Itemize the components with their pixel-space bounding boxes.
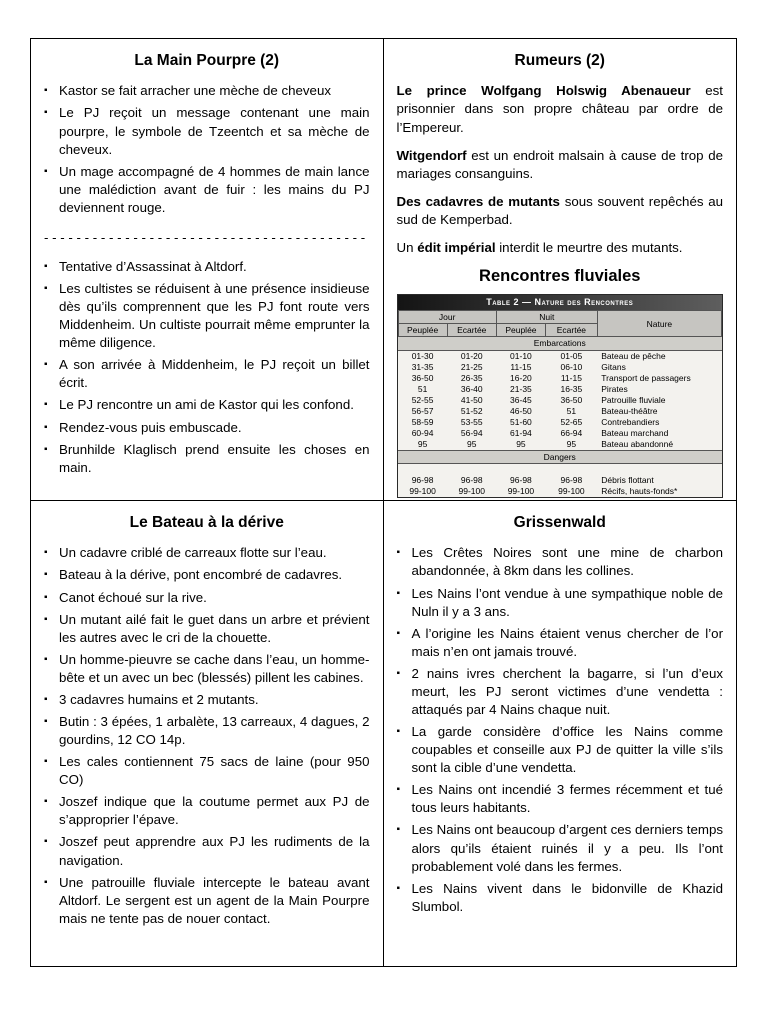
encounters-table-title: Table 2 — Nature des Rencontres (398, 295, 723, 310)
bullet-marker: ▪ (44, 359, 48, 371)
column-header: Ecartée (546, 324, 598, 337)
encounters-grid (398, 310, 723, 497)
rumor-paragraph (397, 193, 724, 229)
bullet-marker: ▪ (44, 547, 48, 559)
nature-cell: Bateau abandonné (601, 438, 674, 449)
range-cell: 01-10 (510, 350, 532, 361)
table-row (398, 350, 722, 362)
nature-cell: Bateau-théâtre (601, 405, 658, 416)
bullet-marker: ▪ (396, 547, 401, 559)
list-item-text: 3 cadavres humains et 2 mutants. (59, 691, 259, 707)
table-row (398, 486, 722, 497)
list-item (44, 691, 370, 709)
bullet-marker: ▪ (44, 165, 48, 177)
bullet-marker: ▪ (396, 587, 401, 599)
table-row (398, 373, 722, 384)
list-item (44, 833, 370, 869)
table-row (398, 406, 722, 417)
list-item-text: Les Nains ont beaucoup d’argent ces derniers temps alors qu’ils étaient ruinés il y a peu. Ils l’ont probablement volé dans les fermes. (411, 822, 723, 874)
section-band-dangers (398, 450, 722, 464)
table-row (398, 384, 722, 395)
list-item-text: A l’origine les Nains étaient venus chercher de l’or mais n’en ont jamais trouvé. (411, 625, 723, 659)
nature-cell: Récifs, hauts-fonds* (601, 486, 678, 497)
list-item (397, 544, 724, 580)
list-item (397, 821, 724, 875)
range-cell: 41-50 (460, 394, 483, 405)
list-item-text: Les cales contiennent 75 sacs de laine (pour 950 CO) (59, 754, 370, 788)
bullet-list (44, 82, 370, 217)
range-cell: 36-50 (411, 372, 434, 383)
group-header-row (398, 311, 722, 324)
list-item-text: Le PJ reçoit un message contenant une main pourpre, le symbole de Tzeentch et sa mèche de cheveux. (59, 105, 370, 157)
list-item (44, 104, 370, 158)
list-item-text: Un mutant ailé fait le guet dans un arbre et prévient les autres avec le cri de la chouette. (59, 611, 370, 645)
range-cell: 51 (417, 383, 428, 394)
list-item (397, 781, 724, 817)
section-rumeurs (384, 39, 737, 501)
rumor-paragraph (397, 82, 724, 136)
list-item-text: Les Crêtes Noires sont une mine de charbon abandonnée, à 8km dans les collines. (411, 545, 723, 579)
column-header: Peuplée (496, 324, 545, 337)
list-item (44, 651, 370, 687)
list-item-text: Bateau à la dérive, pont encombré de cadavres. (59, 567, 343, 583)
spacer-row (398, 464, 722, 476)
list-item (44, 753, 370, 789)
range-cell: 06-10 (560, 361, 583, 372)
section-band-label: Embarcations (398, 337, 722, 351)
list-item (44, 713, 370, 749)
column-header-nature: Nature (597, 311, 721, 337)
rumor-text: interdit le meurtre des mutants. (495, 239, 683, 255)
list-item-text: Les Nains l’ont vendue à une sympathique noble de Nuln il y a 3 ans. (411, 585, 723, 619)
range-cell: 36-40 (460, 383, 483, 394)
nature-cell: Patrouille fluviale (601, 394, 666, 405)
range-cell: 95 (516, 438, 526, 449)
nature-cell: Contrebandiers (601, 416, 660, 427)
bullet-marker: ▪ (44, 443, 48, 455)
group-header-jour: Jour (398, 311, 496, 324)
layout-grid (30, 38, 737, 967)
bullet-marker: ▪ (396, 784, 401, 796)
rumor-bold-text: Witgendorf (396, 147, 467, 163)
list-item (44, 356, 370, 392)
list-item (44, 441, 370, 477)
list-item-text: Rendez-vous puis embuscade. (59, 419, 242, 435)
range-cell: 96-98 (460, 475, 483, 486)
rumor-lead: Un (396, 239, 418, 255)
list-item (44, 544, 370, 562)
rumor-bold-text: Le prince Wolfgang Holswig Abenaueur (396, 83, 691, 99)
list-item (44, 874, 370, 928)
bullet-marker: ▪ (44, 399, 48, 411)
list-item-text: Joszef indique que la coutume permet aux PJ de s’approprier l’épave. (59, 794, 370, 828)
bullet-marker: ▪ (396, 882, 401, 894)
rumor-text: est prisonnier dans son propre château par ordre de l’Empereur. (396, 83, 723, 135)
list-item (397, 880, 724, 916)
table-row (398, 395, 722, 406)
range-cell: 53-55 (460, 416, 483, 427)
list-item (44, 793, 370, 829)
list-item (397, 585, 724, 621)
nature-cell: Gitans (601, 361, 626, 372)
range-cell: 01-20 (460, 350, 483, 361)
range-cell: 99-100 (409, 486, 436, 497)
range-cell: 51-60 (510, 416, 532, 427)
range-cell: 95 (467, 438, 477, 449)
bullet-marker: ▪ (396, 726, 401, 738)
range-cell: 66-94 (560, 427, 583, 438)
spacer-cell (398, 464, 722, 476)
table-row (398, 475, 722, 486)
range-cell: 96-98 (510, 475, 532, 486)
bullet-marker: ▪ (44, 836, 48, 848)
rumor-text: est un endroit malsain à cause de trop de mariages consanguins. (396, 147, 723, 181)
list-item (44, 611, 370, 647)
list-item-text: Une patrouille fluviale intercepte le bateau avant Altdorf. Le sergent est un agent de la Main Pourpre mais ne tente pas de nouer contact. (59, 874, 370, 926)
bullet-marker: ▪ (44, 693, 48, 705)
range-cell: 95 (566, 438, 577, 449)
rumor-bold-text: Des cadavres de mutants (396, 193, 560, 209)
list-item-text: Un homme-pieuvre se cache dans l’eau, un homme-bête et un avec un bec (blessés) pillent les cabines. (59, 651, 370, 685)
list-item (44, 396, 370, 414)
list-item-text: A son arrivée à Middenheim, le PJ reçoit un billet écrit. (59, 357, 370, 391)
subsection-title-rencontres-fluviales: Rencontres fluviales (479, 267, 641, 285)
rumor-paragraphs (397, 82, 724, 257)
range-cell: 11-15 (560, 372, 582, 383)
list-item (44, 280, 370, 352)
bullet-marker: ▪ (396, 667, 401, 679)
range-cell: 21-25 (460, 361, 483, 372)
table-row (398, 362, 722, 373)
bullet-marker: ▪ (44, 421, 48, 433)
nature-cell: Bateau marchand (601, 427, 669, 438)
list-item-text: Butin : 3 épées, 1 arbalète, 13 carreaux, 4 dagues, 2 gourdins, 12 CO 14p. (59, 714, 370, 748)
list-item-text: La garde considère d’office les Nains comme coupables et conseille aux PJ de quitter la ville s’ils sont la cible d’une vendetta. (411, 724, 723, 776)
range-cell: 51 (566, 405, 577, 416)
list-item-text: Canot échoué sur la rive. (59, 589, 207, 605)
rumor-paragraph (397, 147, 724, 183)
list-item (397, 625, 724, 661)
rumor-bold-text: édit impérial (417, 239, 496, 255)
encounters-table (397, 294, 724, 498)
bullet-marker: ▪ (44, 756, 48, 768)
bullet-marker: ▪ (396, 824, 401, 836)
list-item (44, 82, 370, 100)
list-item (44, 589, 370, 607)
bullet-marker: ▪ (44, 591, 48, 603)
range-cell: 56-94 (460, 427, 483, 438)
table-row (398, 417, 722, 428)
range-cell: 56-57 (411, 405, 434, 416)
rumor-paragraph (397, 239, 724, 257)
list-item-text: Le PJ rencontre un ami de Kastor qui les confond. (59, 397, 354, 413)
range-cell: 36-50 (560, 394, 583, 405)
section-band-embarcations (398, 337, 722, 351)
nature-cell: Pirates (601, 383, 628, 394)
range-cell: 99-100 (458, 486, 485, 497)
range-cell: 99-100 (558, 486, 585, 497)
list-item-text: Les Nains ont incendié 3 fermes récemment et tué tous leurs habitants. (411, 782, 723, 816)
column-header: Peuplée (398, 324, 447, 337)
list-item-text: Joszef peut apprendre aux PJ les rudiments de la navigation. (59, 834, 370, 868)
range-cell: 95 (417, 438, 428, 449)
range-cell: 26-35 (460, 372, 483, 383)
list-item (44, 419, 370, 437)
section-title: La Main Pourpre (2) (134, 52, 280, 69)
bullet-marker: ▪ (396, 627, 401, 639)
group-header-nuit: Nuit (496, 311, 597, 324)
bullet-marker: ▪ (44, 796, 48, 808)
section-la-main-pourpre (31, 39, 384, 501)
bullet-list (44, 544, 370, 927)
range-cell: 61-94 (510, 427, 532, 438)
section-title: Grissenwald (513, 514, 606, 531)
list-item (44, 258, 370, 276)
list-item-text: 2 nains ivres cherchent la bagarre, si l’un d’eux meurt, les PJ seront victimes d’une vendetta : attaqués par 4 Nains chaque nuit. (411, 665, 723, 717)
range-cell: 31-35 (411, 361, 434, 372)
rumor-text: sous souvent repêchés au sud de Kemperbad. (396, 193, 724, 227)
range-cell: 11-15 (510, 361, 532, 372)
list-item (397, 665, 724, 719)
nature-cell: Transport de passagers (601, 372, 691, 383)
range-cell: 99-100 (507, 486, 535, 497)
range-cell: 52-55 (411, 394, 434, 405)
range-cell: 58-59 (411, 416, 434, 427)
nature-cell: Débris flottant (601, 475, 654, 486)
list-item-text: Un cadavre criblé de carreaux flotte sur l’eau. (59, 545, 327, 561)
bullet-list (397, 544, 724, 915)
range-cell: 16-20 (510, 372, 532, 383)
bullet-marker: ▪ (44, 85, 48, 97)
range-cell: 01-30 (411, 350, 434, 361)
list-item-text: Les cultistes se réduisent à une présence insidieuse dès qu’ils comprennent que les PJ font route vers Middenheim. Un cultiste pourrait même emprunter la même diligence. (59, 281, 370, 351)
bullet-marker: ▪ (44, 653, 48, 665)
table-row (398, 439, 722, 451)
bullet-marker: ▪ (44, 260, 48, 272)
range-cell: 01-05 (560, 350, 583, 361)
range-cell: 36-45 (510, 394, 532, 405)
section-band-label: Dangers (398, 450, 722, 464)
table-row (398, 428, 722, 439)
range-cell: 16-35 (560, 383, 583, 394)
section-title: Le Bateau à la dérive (129, 514, 284, 531)
list-item-text: Brunhilde Klaglisch prend ensuite les choses en main. (59, 441, 370, 475)
range-cell: 46-50 (510, 405, 532, 416)
bullet-marker: ▪ (44, 569, 48, 581)
range-cell: 21-35 (510, 383, 532, 394)
column-header: Ecartée (447, 324, 496, 337)
list-item-text: Un mage accompagné de 4 hommes de main lance une malédiction avant de fuir : les mains du PJ deviennent rouge. (59, 163, 370, 215)
list-item-text: Tentative d’Assassinat à Altdorf. (59, 258, 247, 274)
bullet-marker: ▪ (44, 613, 48, 625)
list-item-text: Kastor se fait arracher une mèche de cheveux (59, 83, 331, 99)
list-item-text: Les Nains vivent dans le bidonville de Khazid Slumbol. (411, 880, 723, 914)
nature-cell: Bateau de pêche (601, 350, 666, 361)
range-cell: 96-98 (560, 475, 583, 486)
bullet-marker: ▪ (44, 283, 48, 294)
list-item (397, 723, 724, 777)
bullet-marker: ▪ (44, 716, 48, 727)
section-grissenwald (384, 501, 737, 966)
range-cell: 52-65 (560, 416, 583, 427)
list-item (44, 163, 370, 217)
dashed-divider: - - - - - - - - - - - - - - - - - - - - - - - - - - - - - - - - - - - - - - - - (44, 229, 366, 245)
bullet-marker: ▪ (44, 107, 48, 119)
range-cell: 60-94 (411, 427, 434, 438)
range-cell: 51-52 (460, 405, 483, 416)
range-cell: 96-98 (411, 475, 434, 486)
list-item (44, 566, 370, 584)
bullet-list (44, 258, 370, 477)
bullet-marker: ▪ (44, 876, 48, 888)
section-title: Rumeurs (2) (514, 52, 605, 69)
section-le-bateau-a-la-derive (31, 501, 384, 966)
